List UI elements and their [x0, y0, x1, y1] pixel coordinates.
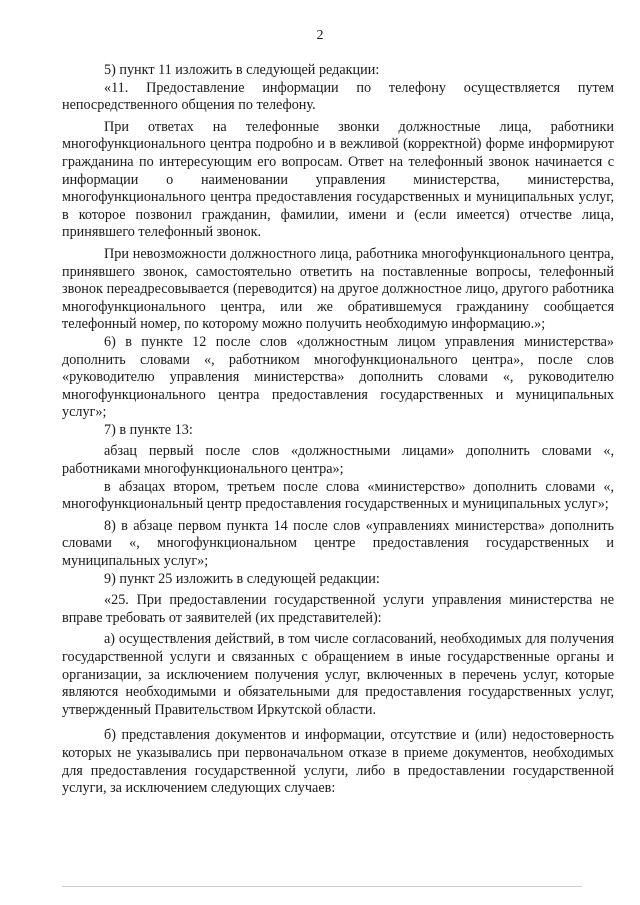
paragraph-item-25-intro: «25. При предоставлении государственной услуги управления министерства не вправе требовать от заявителей (их представителей):: [62, 592, 614, 626]
paragraph-item-25-a: а) осуществления действий, в том числе согласований, необходимых для получения государственной услуги и связанных с обращением в иные государственные органы и организации, за исключением получения услуг, включенных в перечень услуг, которые являются необходимыми и обязательными для предоставления государственных услуг, утвержденный Правительством Иркутской области.: [62, 631, 614, 718]
paragraph-item-7-first: абзац первый после слов «должностными лицами» дополнить словами «, работниками многофункционального центра»;: [62, 443, 614, 478]
paragraph-item-6: 6) в пункте 12 после слов «должностным лицом управления министерства» дополнить словами «, работником многофункционального центра», после слов «руководителю управления министерства» дополнить словами «, руководителю многофункционального центра предоставления государственных и муниципальных услуг»;: [62, 333, 614, 421]
paragraph-phone-answers: При ответах на телефонные звонки должностные лица, работники многофункционального центра подробно и в вежливой (корректной) форме информируют гражданина по интересующим его вопросам. Ответ на телефонный звонок начинается с информации о наименовании управления министерства, министерства, многофункционального центра предоставления государственных и муниципальных услуг, в которое позвонил гражданин, фамилии, имени и (если имеется) отчестве лица, принявшего телефонный звонок.: [62, 118, 614, 241]
paragraph-call-redirect: При невозможности должностного лица, работника многофункционального центра, принявшего звонок, самостоятельно ответить на поставленные вопросы, телефонный звонок переадресовывается (переводится) на другое должностное лицо, другого работника многофункционального центра, или же обратившемуся гражданину сообщается телефонный номер, по которому можно получить необходимую информацию.»;: [62, 245, 614, 333]
page-number: 2: [316, 28, 324, 43]
paragraph-item-7-second-third: в абзацах втором, третьем после слова «министерство» дополнить словами «, многофункциональный центр предоставления государственных и муниципальных услуг»;: [62, 478, 614, 513]
paragraph-item-5: 5) пункт 11 изложить в следующей редакции:: [104, 62, 380, 78]
bottom-rule: [62, 886, 582, 887]
paragraph-item-7: 7) в пункте 13:: [104, 421, 193, 438]
paragraph-item-11-intro: «11. Предоставление информации по телефону осуществляется путем непосредственного общения по телефону.: [62, 79, 614, 114]
document-body: [62, 62, 614, 798]
paragraph-item-25-b: б) представления документов и информации, отсутствие и (или) недостоверность которых не указывались при первоначальном отказе в приеме документов, необходимых для предоставления государственной услуги, либо в предоставлении государственной услуги, за исключением следующих случаев:: [62, 727, 614, 797]
paragraph-item-9: 9) пункт 25 изложить в следующей редакции:: [104, 570, 380, 587]
paragraph-item-8: 8) в абзаце первом пункта 14 после слов «управлениях министерства» дополнить словами «, многофункциональном центре предоставления государственных и муниципальных услуг»;: [62, 517, 614, 570]
